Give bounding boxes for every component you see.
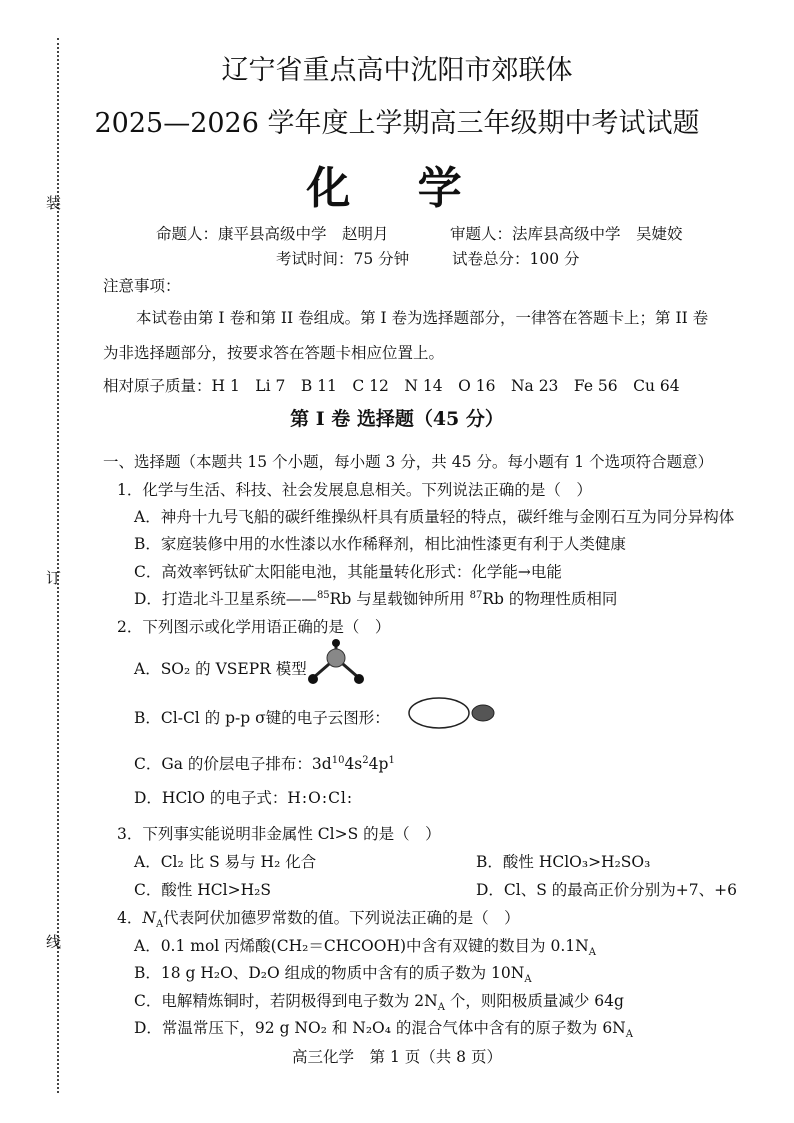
vsepr-model-image xyxy=(305,638,367,690)
q1-d-mid: Rb 与星载铷钟所用 xyxy=(329,590,470,608)
exam-time: 考试时间：75 分钟 xyxy=(276,250,410,268)
q3-option-c: C．酸性 HCl>H₂S xyxy=(134,881,271,899)
q4-stem-text: 代表阿伏加德罗常数的值。下列说法正确的是（ ） xyxy=(163,909,520,927)
total-score: 试卷总分：100 分 xyxy=(452,250,580,268)
q2-c-m1: 4s xyxy=(344,755,363,773)
q1-stem: 1．化学与生活、科技、社会发展息息相关。下列说法正确的是（ ） xyxy=(117,481,592,499)
q4-na-symbol: N xyxy=(142,909,156,927)
q1-option-a: A．神舟十九号飞船的碳纤维操纵杆具有质量轻的特点，碳纤维与金刚石互为同分异构体 xyxy=(134,508,735,526)
q2-option-a: A．SO₂ 的 VSEPR 模型 xyxy=(134,660,307,678)
q2-c-s2: 2 xyxy=(362,754,369,766)
q3-option-a: A．Cl₂ 比 S 易与 H₂ 化合 xyxy=(134,853,317,871)
q2-d-pre: D．HClO 的电子式： xyxy=(134,789,288,807)
q3-stem: 3．下列事实能说明非金属性 Cl>S 的是（ ） xyxy=(117,825,441,843)
q1-option-d xyxy=(134,587,617,609)
q1-d-sup1: 85 xyxy=(316,589,330,601)
q3-option-d: D．Cl、S 的最高正价分别为+7、+6 xyxy=(476,881,737,899)
q4-na-sub: A xyxy=(155,919,164,931)
school-title: 辽宁省重点高中沈阳市郊联体 xyxy=(221,55,573,86)
q4-a-text: A．0.1 mol 丙烯酸(CH₂＝CHCOOH)中含有双键的数目为 0.1N xyxy=(134,937,589,955)
q4-option-a xyxy=(134,934,596,958)
q4-b-sub: A xyxy=(524,974,532,986)
q1-d-pre: D．打造北斗卫星系统—— xyxy=(134,590,317,608)
q4-option-d xyxy=(134,1016,633,1040)
q2-stem: 2．下列图示或化学用语正确的是（ ） xyxy=(117,618,391,636)
q2-c-pre: C．Ga 的价层电子排布：3d xyxy=(134,755,332,773)
notes-line-1: 本试卷由第 I 卷和第 II 卷组成。第 I 卷为选择题部分，一律答在答题卡上；第 II 卷 xyxy=(136,309,709,327)
notes-line-2: 为非选择题部分，按要求答在答题卡相应位置上。 xyxy=(103,344,445,362)
q4-stem: 4．$N_A$代表阿伏加德罗常数的值。下列说法正确的是（ ） xyxy=(117,909,520,931)
q4-c-post: 个，则阳极质量减少 64g xyxy=(444,992,624,1010)
q2-c-m2: 4p xyxy=(368,755,389,773)
margin-char-ding: 订 xyxy=(46,569,62,587)
q4-option-b xyxy=(134,961,532,985)
q4-a-sub: A xyxy=(588,947,596,959)
exam-title: 2025—2026 学年度上学期高三年级期中考试试题 xyxy=(94,108,700,139)
sigma-bond-cloud-image xyxy=(405,694,497,734)
q2-c-s1: 10 xyxy=(331,754,345,766)
q4-d-sub: A xyxy=(625,1029,633,1041)
margin-char-zhuang: 装 xyxy=(46,194,62,212)
q2-c-s3: 1 xyxy=(388,754,395,766)
section-intro: 一、选择题（本题共 15 个小题，每小题 3 分，共 45 分。每小题有 1 个选项符合题意） xyxy=(103,453,714,471)
q1-d-post: Rb 的物理性质相同 xyxy=(482,590,618,608)
q4-c-sub: A xyxy=(437,1002,445,1014)
page-footer: 高三化学 第 1 页（共 8 页） xyxy=(292,1048,502,1066)
q4-c-pre: C．电解精炼铜时，若阴极得到电子数为 2N xyxy=(134,992,438,1010)
margin-char-xian: 线 xyxy=(46,933,62,951)
q1-option-b: B．家庭装修中用的水性漆以水作稀释剂，相比油性漆更有利于人类健康 xyxy=(134,535,626,553)
subject-title: 化 学 xyxy=(306,163,488,214)
q1-d-sup2: 87 xyxy=(469,589,483,601)
hclo-electron-formula: H:O:Cl: xyxy=(287,789,354,807)
reviewer-info: 审题人：法库县高级中学 吴婕姣 xyxy=(450,225,683,243)
q1-option-c: C．高效率钙钛矿太阳能电池，其能量转化形式：化学能→电能 xyxy=(134,563,562,581)
q3-option-b: B．酸性 HClO₃>H₂SO₃ xyxy=(476,853,651,871)
q2-option-c xyxy=(134,752,395,774)
atomic-masses: 相对原子质量：H 1 Li 7 B 11 C 12 N 14 O 16 Na 23 Fe 56 Cu 64 xyxy=(103,377,680,395)
q2-option-b: B．Cl-Cl 的 p-p σ键的电子云图形： xyxy=(134,709,390,727)
q2-option-d xyxy=(134,786,353,808)
q4-option-c xyxy=(134,989,624,1013)
author-info: 命题人：康平县高级中学 赵明月 xyxy=(156,225,389,243)
q4-b-text: B．18 g H₂O、D₂O 组成的物质中含有的质子数为 10N xyxy=(134,964,525,982)
notes-title: 注意事项： xyxy=(103,277,181,295)
q4-d-text: D．常温常压下，92 g NO₂ 和 N₂O₄ 的混合气体中含有的原子数为 6N xyxy=(134,1019,626,1037)
section-title: 第 I 卷 选择题（45 分） xyxy=(290,408,504,430)
